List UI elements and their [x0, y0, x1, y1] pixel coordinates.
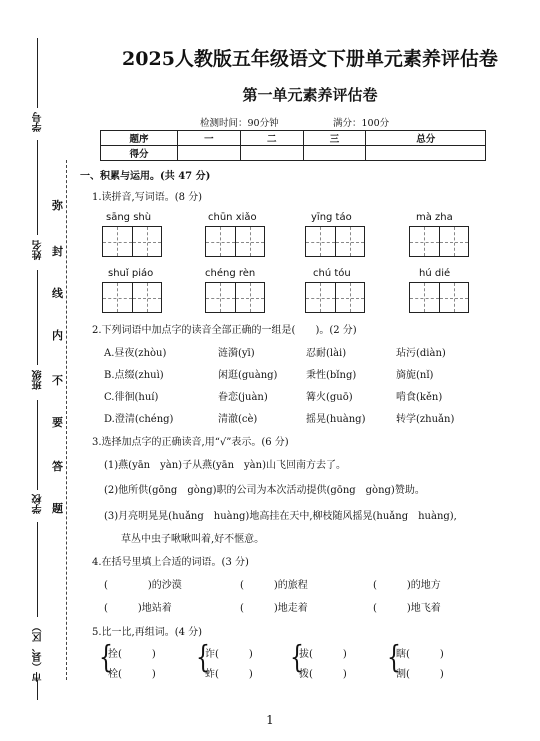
- score-cell[interactable]: [240, 146, 303, 161]
- compare-word[interactable]: 拴( ): [108, 649, 156, 660]
- fill-blank[interactable]: ( )的地方: [373, 580, 441, 591]
- pinyin-label: yīng táo: [311, 212, 352, 223]
- seal-word: 不: [52, 374, 63, 387]
- table-header: 总分: [366, 131, 486, 146]
- margin-line: [37, 680, 38, 700]
- compare-word[interactable]: 瞎( ): [396, 649, 444, 660]
- brace: {: [387, 640, 401, 676]
- option-item: 旖旎(nǐ): [396, 370, 434, 381]
- writing-grid[interactable]: [409, 282, 469, 313]
- margin-line: [37, 140, 38, 235]
- option-item: 忍耐(lài): [306, 348, 347, 359]
- writing-grid[interactable]: [205, 282, 265, 313]
- option-item: C.徘徊(huí): [104, 392, 159, 403]
- margin-line: [37, 522, 38, 617]
- exam-time: 检测时间：90分钟: [200, 118, 279, 129]
- question-2-prompt: 2.下列词语中加点字的读音全部正确的一组是( )。(2 分): [92, 325, 357, 336]
- score-cell[interactable]: [303, 146, 366, 161]
- label-school: 学校: [33, 494, 44, 514]
- table-header: 二: [240, 131, 303, 146]
- seal-word: 内: [52, 329, 63, 342]
- score-cell[interactable]: [178, 146, 241, 161]
- option-item: 篝火(guō): [306, 392, 353, 403]
- label-city: 市（县、区）: [33, 622, 44, 682]
- margin-line: [37, 270, 38, 365]
- option-item: 摇晃(huàng): [306, 414, 366, 425]
- score-table-row: [101, 146, 486, 161]
- margin-line: [37, 38, 38, 108]
- page-subtitle: 第一单元素养评估卷: [242, 86, 378, 104]
- compare-word[interactable]: 拨( ): [299, 669, 347, 680]
- option-item: 秉性(bǐng): [306, 370, 357, 381]
- question-3-item: (2)他所供(gōng gòng)职的公司为本次活动提供(gōng gòng)赞助。: [104, 485, 425, 496]
- page-number: 1: [266, 713, 274, 727]
- brace: {: [99, 640, 113, 676]
- question-5-prompt: 5.比一比,再组词。(4 分): [92, 627, 203, 638]
- writing-grid[interactable]: [102, 282, 162, 313]
- score-table-header-row: [101, 131, 486, 146]
- option-item: 玷污(diàn): [396, 348, 446, 359]
- table-header: 三: [303, 131, 366, 146]
- score-cell[interactable]: [366, 146, 486, 161]
- brace: {: [290, 640, 304, 676]
- seal-word: 弥: [52, 199, 63, 212]
- question-4-prompt: 4.在括号里填上合适的词语。(3 分): [92, 557, 249, 568]
- pinyin-label: chú tóu: [313, 268, 351, 279]
- compare-word[interactable]: 栓( ): [108, 669, 156, 680]
- question-1-prompt: 1.读拼音,写词语。(8 分): [92, 192, 203, 203]
- margin-line: [37, 400, 38, 490]
- writing-grid[interactable]: [205, 226, 265, 257]
- pinyin-label: shuǐ piáo: [108, 268, 154, 279]
- fill-blank[interactable]: ( )地走着: [240, 603, 308, 614]
- question-3-prompt: 3.选择加点字的正确读音,用“√”表示。(6 分): [92, 437, 289, 448]
- fill-blank[interactable]: ( )地飞着: [373, 603, 441, 614]
- compare-word[interactable]: 诈( ): [205, 649, 253, 660]
- label-student-id: 学号: [33, 112, 44, 132]
- writing-grid[interactable]: [102, 226, 162, 257]
- fill-blank[interactable]: ( )的旅程: [240, 580, 308, 591]
- question-3-item: (1)燕(yān yàn)子从燕(yān yàn)山飞回南方去了。: [104, 460, 346, 471]
- option-item: 啃食(kěn): [396, 392, 443, 403]
- table-header: 一: [178, 131, 241, 146]
- label-class: 班级: [33, 370, 44, 390]
- writing-grid[interactable]: [305, 226, 365, 257]
- seal-dashed-line: [66, 160, 67, 680]
- option-item: 涟漪(yī): [218, 348, 255, 359]
- fill-blank[interactable]: ( )地站着: [104, 603, 172, 614]
- seal-word: 封: [52, 245, 63, 258]
- question-3-item: 草丛中虫子啾啾叫着,好不惬意。: [121, 534, 265, 545]
- pinyin-label: mà zha: [416, 212, 453, 223]
- question-3-item: (3)月亮明晃晃(huǎng huàng)地高挂在天中,柳枝随风摇晃(huǎng huàng),: [104, 511, 457, 522]
- full-score: 满分：100分: [333, 118, 390, 129]
- option-item: 闲逛(guàng): [218, 370, 278, 381]
- option-item: D.澄清(chéng): [104, 414, 174, 425]
- compare-word[interactable]: 割( ): [396, 669, 444, 680]
- table-row-label: 得分: [101, 146, 178, 161]
- pinyin-label: sāng shù: [106, 212, 152, 223]
- section-title: 一、积累与运用。(共 47 分): [80, 171, 211, 182]
- option-item: 眷恋(juàn): [218, 392, 268, 403]
- brace: {: [196, 640, 210, 676]
- label-name: 姓名: [33, 240, 44, 260]
- option-item: B.点缀(zhuì): [104, 370, 164, 381]
- seal-word: 题: [52, 502, 63, 515]
- seal-word: 答: [52, 460, 63, 473]
- compare-word[interactable]: 蚱( ): [205, 669, 253, 680]
- option-item: 清澈(cè): [218, 414, 258, 425]
- fill-blank[interactable]: ( )的沙漠: [104, 580, 182, 591]
- option-item: A.昼夜(zhòu): [104, 348, 167, 359]
- seal-word: 线: [52, 287, 63, 300]
- table-header: 题序: [101, 131, 178, 146]
- pinyin-label: chéng rèn: [205, 268, 256, 279]
- option-item: 转学(zhuǎn): [396, 414, 455, 425]
- writing-grid[interactable]: [305, 282, 365, 313]
- pinyin-label: hú dié: [419, 268, 451, 279]
- pinyin-label: chūn xiǎo: [208, 212, 257, 223]
- score-table: [100, 130, 486, 161]
- compare-word[interactable]: 拔( ): [299, 649, 347, 660]
- writing-grid[interactable]: [409, 226, 469, 257]
- seal-word: 要: [52, 416, 63, 429]
- page-title: 2025人教版五年级语文下册单元素养评估卷: [122, 48, 498, 70]
